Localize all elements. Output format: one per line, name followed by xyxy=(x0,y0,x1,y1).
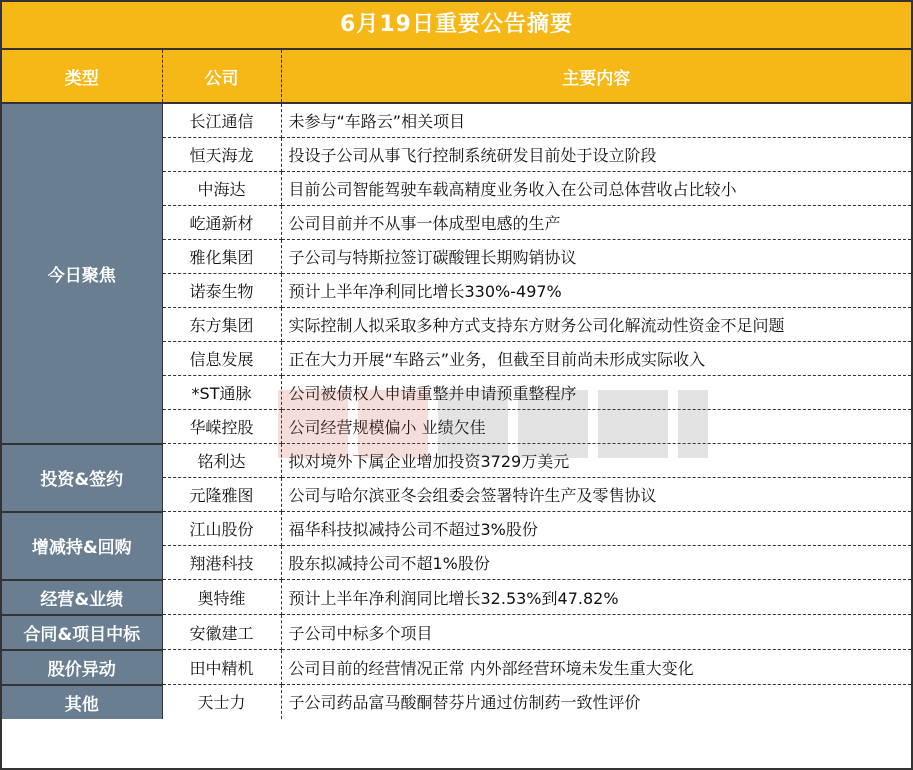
table-row xyxy=(2,580,911,615)
content-cell: 目前公司智能驾驶车载高精度业务收入在公司总体营收占比较小 xyxy=(281,172,911,206)
content-cell: 股东拟减持公司不超1%股份 xyxy=(281,546,911,580)
header-type: 类型 xyxy=(2,50,162,103)
company-cell: *ST通脉 xyxy=(162,376,281,410)
company-cell: 天士力 xyxy=(162,685,281,719)
content-cell: 未参与“车路云”相关项目 xyxy=(281,103,911,138)
company-cell: 安徽建工 xyxy=(162,615,281,650)
header-company: 公司 xyxy=(162,50,281,103)
content-cell: 公司目前的经营情况正常 内外部经营环境未发生重大变化 xyxy=(281,650,911,685)
table-row xyxy=(2,103,911,138)
company-cell: 铭利达 xyxy=(162,444,281,478)
category-cell: 今日聚焦 xyxy=(2,103,162,444)
company-cell: 江山股份 xyxy=(162,512,281,546)
company-cell: 华嵘控股 xyxy=(162,410,281,444)
content-cell: 公司被债权人申请重整并申请预重整程序 xyxy=(281,376,911,410)
company-cell: 东方集团 xyxy=(162,308,281,342)
category-cell: 投资&签约 xyxy=(2,444,162,512)
company-cell: 元隆雅图 xyxy=(162,478,281,512)
table-row xyxy=(2,444,911,478)
company-cell: 长江通信 xyxy=(162,103,281,138)
category-cell: 增减持&回购 xyxy=(2,512,162,580)
content-cell: 投设子公司从事飞行控制系统研发目前处于设立阶段 xyxy=(281,138,911,172)
content-cell: 公司经营规模偏小 业绩欠佳 xyxy=(281,410,911,444)
company-cell: 屹通新材 xyxy=(162,206,281,240)
company-cell: 恒天海龙 xyxy=(162,138,281,172)
table-title: 6月19日重要公告摘要 xyxy=(2,2,911,50)
header-row xyxy=(2,50,911,103)
company-cell: 中海达 xyxy=(162,172,281,206)
content-cell: 预计上半年净利同比增长330%-497% xyxy=(281,274,911,308)
content-cell: 实际控制人拟采取多种方式支持东方财务公司化解流动性资金不足问题 xyxy=(281,308,911,342)
company-cell: 诺泰生物 xyxy=(162,274,281,308)
company-cell: 翔港科技 xyxy=(162,546,281,580)
content-cell: 公司目前并不从事一体成型电感的生产 xyxy=(281,206,911,240)
content-cell: 子公司与特斯拉签订碳酸锂长期购销协议 xyxy=(281,240,911,274)
category-cell: 合同&项目中标 xyxy=(2,615,162,650)
content-cell: 子公司中标多个项目 xyxy=(281,615,911,650)
content-cell: 子公司药品富马酸酮替芬片通过仿制药一致性评价 xyxy=(281,685,911,719)
table-body xyxy=(2,103,911,719)
company-cell: 奥特维 xyxy=(162,580,281,615)
content-cell: 正在大力开展“车路云”业务，但截至目前尚未形成实际收入 xyxy=(281,342,911,376)
table-row xyxy=(2,685,911,719)
company-cell: 信息发展 xyxy=(162,342,281,376)
table-row xyxy=(2,512,911,546)
content-cell: 拟对境外下属企业增加投资3729万美元 xyxy=(281,444,911,478)
announcement-table xyxy=(2,50,911,719)
table-row xyxy=(2,615,911,650)
company-cell: 田中精机 xyxy=(162,650,281,685)
category-cell: 经营&业绩 xyxy=(2,580,162,615)
content-cell: 福华科技拟减持公司不超过3%股份 xyxy=(281,512,911,546)
content-cell: 预计上半年净利润同比增长32.53%到47.82% xyxy=(281,580,911,615)
category-cell: 股价异动 xyxy=(2,650,162,685)
company-cell: 雅化集团 xyxy=(162,240,281,274)
table-row xyxy=(2,650,911,685)
category-cell: 其他 xyxy=(2,685,162,719)
header-content: 主要内容 xyxy=(281,50,911,103)
content-cell: 公司与哈尔滨亚冬会组委会签署特许生产及零售协议 xyxy=(281,478,911,512)
